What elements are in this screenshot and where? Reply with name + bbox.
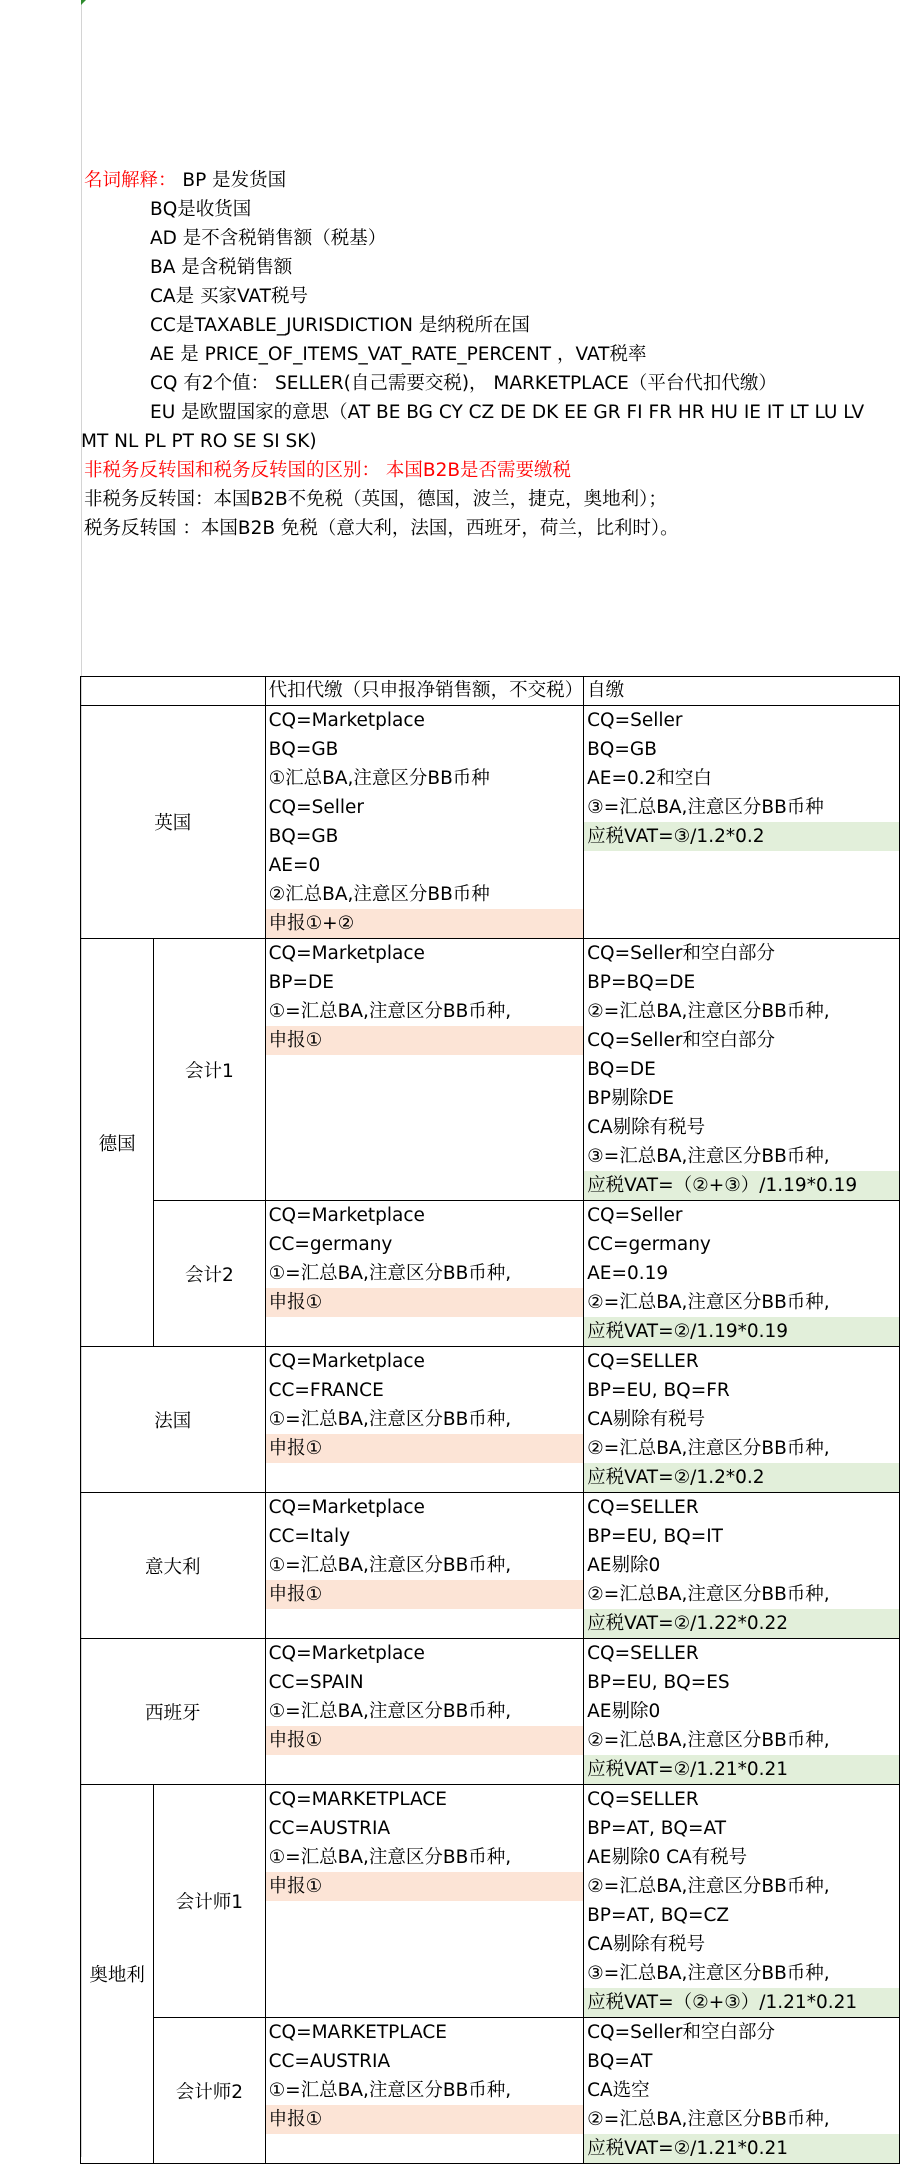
cell-line: CQ=SELLER: [587, 1789, 699, 1810]
cell-line: ②=汇总BA,注意区分BB币种,: [587, 1730, 830, 1751]
reverse-charge-countries: 税务反转国 ：本国B2B 免税（意大利，法国，西班牙，荷兰，比利时）。: [84, 518, 679, 539]
cell-line: CQ=Seller: [587, 1205, 683, 1226]
country-label-it: 意大利: [145, 1556, 201, 1578]
header-seller-label: 自缴: [587, 680, 625, 701]
vat-formula-line: 应税VAT=（②+③）/1.21*0.21: [584, 1988, 899, 2017]
accountant-cell-de-1[interactable]: [154, 939, 265, 1201]
table-row-es: [81, 1639, 900, 1785]
glossary-title-line: [84, 166, 900, 195]
vat-formula-line: 应税VAT=③/1.2*0.2: [584, 822, 899, 851]
cell-line: CQ=Marketplace: [268, 710, 425, 731]
glossary-item: AD 是不含税销售额（税基）: [150, 228, 387, 249]
country-label-es: 西班牙: [145, 1702, 201, 1724]
cell-line: CA剔除有税号: [587, 1409, 706, 1430]
country-cell-at[interactable]: [81, 1785, 154, 2164]
cell-line: ②=汇总BA,注意区分BB币种,: [587, 1584, 830, 1605]
declare-line: 申报①: [266, 1434, 584, 1463]
es-marketplace-cell[interactable]: [265, 1639, 584, 1785]
at1-marketplace-cell[interactable]: [265, 1785, 584, 2018]
cell-line: AE=0.19: [587, 1263, 669, 1284]
vat-formula-line: 应税VAT=②/1.19*0.19: [584, 1317, 899, 1346]
cell-line: CA选空: [587, 2080, 650, 2101]
de1-seller-cell[interactable]: [584, 939, 900, 1201]
cell-line: CC=AUSTRIA: [268, 1818, 391, 1839]
cell-line: ②=汇总BA,注意区分BB币种,: [587, 1438, 830, 1459]
cell-line: CQ=SELLER: [587, 1351, 699, 1372]
cell-line: CQ=Marketplace: [268, 1643, 425, 1664]
cell-line: ①=汇总BA,注意区分BB币种,: [268, 1409, 512, 1430]
country-cell-de[interactable]: [81, 939, 154, 1347]
accountant-cell-at-2[interactable]: [154, 2018, 265, 2164]
glossary-eu-line-2: MT NL PL PT RO SE SI SK): [81, 431, 317, 452]
declare-line: 申报①: [266, 1026, 584, 1055]
cell-line: CQ=Marketplace: [268, 1351, 425, 1372]
de2-seller-cell[interactable]: [584, 1201, 900, 1347]
accountant-label: 会计2: [185, 1264, 234, 1286]
vat-formula-line: 应税VAT=（②+③）/1.19*0.19: [584, 1171, 899, 1200]
glossary-item: CC是TAXABLE_JURISDICTION 是纳税所在国: [150, 315, 530, 336]
cell-line: BQ=GB: [587, 739, 657, 760]
uk-marketplace-cell[interactable]: [265, 706, 584, 939]
declare-line: 申报①+②: [266, 909, 584, 938]
cell-line: CQ=Seller: [268, 797, 364, 818]
cell-line: ①=汇总BA,注意区分BB币种,: [268, 1847, 512, 1868]
declare-line: 申报①: [266, 2105, 584, 2134]
country-label-uk: 英国: [154, 813, 192, 834]
accountant-label: 会计1: [185, 1060, 234, 1082]
glossary-notes[interactable]: [81, 166, 900, 543]
reverse-charge-difference-title: 非税务反转国和税务反转国的区别： 本国B2B是否需要缴税: [84, 460, 572, 481]
vat-formula-line: 应税VAT=②/1.21*0.21: [584, 1755, 899, 1784]
country-label-de: 德国: [98, 1133, 136, 1155]
cell-line: ②=汇总BA,注意区分BB币种,: [587, 1001, 830, 1022]
cell-line: CQ=MARKETPLACE: [268, 1789, 447, 1810]
header-empty-cell[interactable]: [81, 677, 266, 706]
cell-line: BP=EU, BQ=FR: [587, 1380, 730, 1401]
glossary-title: 名词解释：: [84, 170, 177, 191]
cell-line: ②=汇总BA,注意区分BB币种,: [587, 2109, 830, 2130]
table-header-row: [81, 677, 900, 706]
table-row-uk: [81, 706, 900, 939]
cell-line: ①=汇总BA,注意区分BB币种,: [268, 1001, 512, 1022]
cell-line: CC=AUSTRIA: [268, 2051, 391, 2072]
country-label-at: 奥地利: [89, 1965, 145, 1986]
cell-line: CQ=Marketplace: [268, 943, 425, 964]
cell-line: CC=germany: [587, 1234, 711, 1255]
cell-line: AE剔除0: [587, 1701, 661, 1722]
glossary-item: BQ是收货国: [150, 199, 252, 220]
cell-line: AE剔除0 CA有税号: [587, 1847, 748, 1868]
cell-line: CQ=Seller和空白部分: [587, 2022, 775, 2043]
cell-line: BP=DE: [268, 972, 334, 993]
cell-line: BQ=GB: [268, 739, 339, 760]
cell-line: CC=germany: [268, 1234, 393, 1255]
cell-line: ①=汇总BA,注意区分BB币种,: [268, 1701, 512, 1722]
de2-marketplace-cell[interactable]: [265, 1201, 584, 1347]
declare-line: 申报①: [266, 1726, 584, 1755]
table-row-de-acc1: [81, 939, 900, 1201]
country-cell-uk[interactable]: [81, 706, 266, 939]
at1-seller-cell[interactable]: [584, 1785, 900, 2018]
it-marketplace-cell[interactable]: [265, 1493, 584, 1639]
glossary-item: AE 是 PRICE_OF_ITEMS_VAT_RATE_PERCENT ，VAT税率: [150, 344, 647, 365]
glossary-item: BA 是含税销售额: [150, 257, 293, 278]
cell-line: CC=FRANCE: [268, 1380, 384, 1401]
glossary-item: CQ 有2个值： SELLER(自己需要交税)， MARKETPLACE（平台代扣代缴）: [150, 373, 777, 394]
cell-line: CQ=MARKETPLACE: [268, 2022, 447, 2043]
uk-seller-cell[interactable]: [584, 706, 900, 939]
cell-line: CQ=SELLER: [587, 1497, 699, 1518]
accountant-label: 会计师1: [175, 1892, 244, 1913]
cell-line: AE=0.2和空白: [587, 768, 712, 789]
header-marketplace-label: 代扣代缴（只申报净销售额，不交税）: [268, 680, 584, 701]
glossary-bp: BP 是发货国: [182, 170, 287, 191]
vat-rules-table: [80, 676, 900, 2164]
accountant-label: 会计师2: [175, 2081, 244, 2103]
cell-line: ②汇总BA,注意区分BB币种: [268, 884, 490, 905]
cell-line: ②=汇总BA,注意区分BB币种,: [587, 1876, 830, 1897]
accountant-cell-de-2[interactable]: [154, 1201, 265, 1347]
header-marketplace-cell[interactable]: [265, 677, 584, 706]
cell-line: ①=汇总BA,注意区分BB币种,: [268, 1555, 512, 1576]
cell-line: ②=汇总BA,注意区分BB币种,: [587, 1292, 830, 1313]
declare-line: 申报①: [266, 1580, 584, 1609]
non-reverse-charge-countries: 非税务反转国：本国B2B不免税（英国，德国，波兰，捷克，奥地利）；: [84, 489, 667, 510]
country-cell-fr[interactable]: [81, 1347, 266, 1493]
table-row-at-acc1: [81, 1785, 900, 2018]
table-row-fr: [81, 1347, 900, 1493]
cell-line: CA剔除有税号: [587, 1934, 706, 1955]
glossary-item: CA是 买家VAT税号: [150, 286, 308, 307]
cell-line: BP=EU, BQ=IT: [587, 1526, 723, 1547]
country-cell-es[interactable]: [81, 1639, 266, 1785]
cell-line: BP=EU, BQ=ES: [587, 1672, 730, 1693]
cell-line: BP剔除DE: [587, 1088, 674, 1109]
vat-formula-line: 应税VAT=②/1.21*0.21: [584, 2134, 899, 2163]
table-row-it: [81, 1493, 900, 1639]
cell-line: BQ=AT: [587, 2051, 653, 2072]
glossary-eu-line-1: EU 是欧盟国家的意思（AT BE BG CY CZ DE DK EE GR FI FR HR HU IE IT LT LU LV: [150, 402, 865, 423]
cell-line: ③=汇总BA,注意区分BB币种: [587, 797, 824, 818]
vat-formula-line: 应税VAT=②/1.22*0.22: [584, 1609, 899, 1638]
cell-corner-marker: [81, 0, 86, 5]
accountant-cell-at-1[interactable]: [154, 1785, 265, 2018]
cell-line: CQ=Marketplace: [268, 1497, 425, 1518]
cell-line: CC=SPAIN: [268, 1672, 364, 1693]
cell-line: CQ=SELLER: [587, 1643, 699, 1664]
country-label-fr: 法国: [154, 1410, 192, 1432]
cell-line: ①=汇总BA,注意区分BB币种,: [268, 2080, 512, 2101]
cell-line: ①汇总BA,注意区分BB币种: [268, 768, 490, 789]
cell-line: CC=Italy: [268, 1526, 351, 1547]
cell-line: BP=AT, BQ=CZ: [587, 1905, 730, 1926]
table-row-de-acc2: [81, 1201, 900, 1347]
cell-line: BP=AT, BQ=AT: [587, 1818, 727, 1839]
cell-line: BQ=DE: [587, 1059, 656, 1080]
declare-line: 申报①: [266, 1288, 584, 1317]
es-seller-cell[interactable]: [584, 1639, 900, 1785]
country-cell-it[interactable]: [81, 1493, 266, 1639]
table-row-at-acc2: [81, 2018, 900, 2164]
de1-marketplace-cell[interactable]: [265, 939, 584, 1201]
it-seller-cell[interactable]: [584, 1493, 900, 1639]
cell-line: ①=汇总BA,注意区分BB币种,: [268, 1263, 512, 1284]
fr-seller-cell[interactable]: [584, 1347, 900, 1493]
fr-marketplace-cell[interactable]: [265, 1347, 584, 1493]
cell-line: ③=汇总BA,注意区分BB币种,: [587, 1146, 830, 1167]
cell-line: BQ=GB: [268, 826, 339, 847]
cell-line: AE剔除0: [587, 1555, 661, 1576]
cell-line: AE=0: [268, 855, 321, 876]
cell-line: ③=汇总BA,注意区分BB币种,: [587, 1963, 830, 1984]
vat-formula-line: 应税VAT=②/1.2*0.2: [584, 1463, 899, 1492]
cell-line: CQ=Seller和空白部分: [587, 1030, 775, 1051]
cell-line: CQ=Marketplace: [268, 1205, 425, 1226]
cell-line: CA剔除有税号: [587, 1117, 706, 1138]
header-seller-cell[interactable]: [584, 677, 900, 706]
at2-marketplace-cell[interactable]: [265, 2018, 584, 2164]
cell-line: CQ=Seller: [587, 710, 683, 731]
at2-seller-cell[interactable]: [584, 2018, 900, 2164]
cell-line: CQ=Seller和空白部分: [587, 943, 775, 964]
declare-line: 申报①: [266, 1872, 584, 1901]
cell-line: BP=BQ=DE: [587, 972, 696, 993]
